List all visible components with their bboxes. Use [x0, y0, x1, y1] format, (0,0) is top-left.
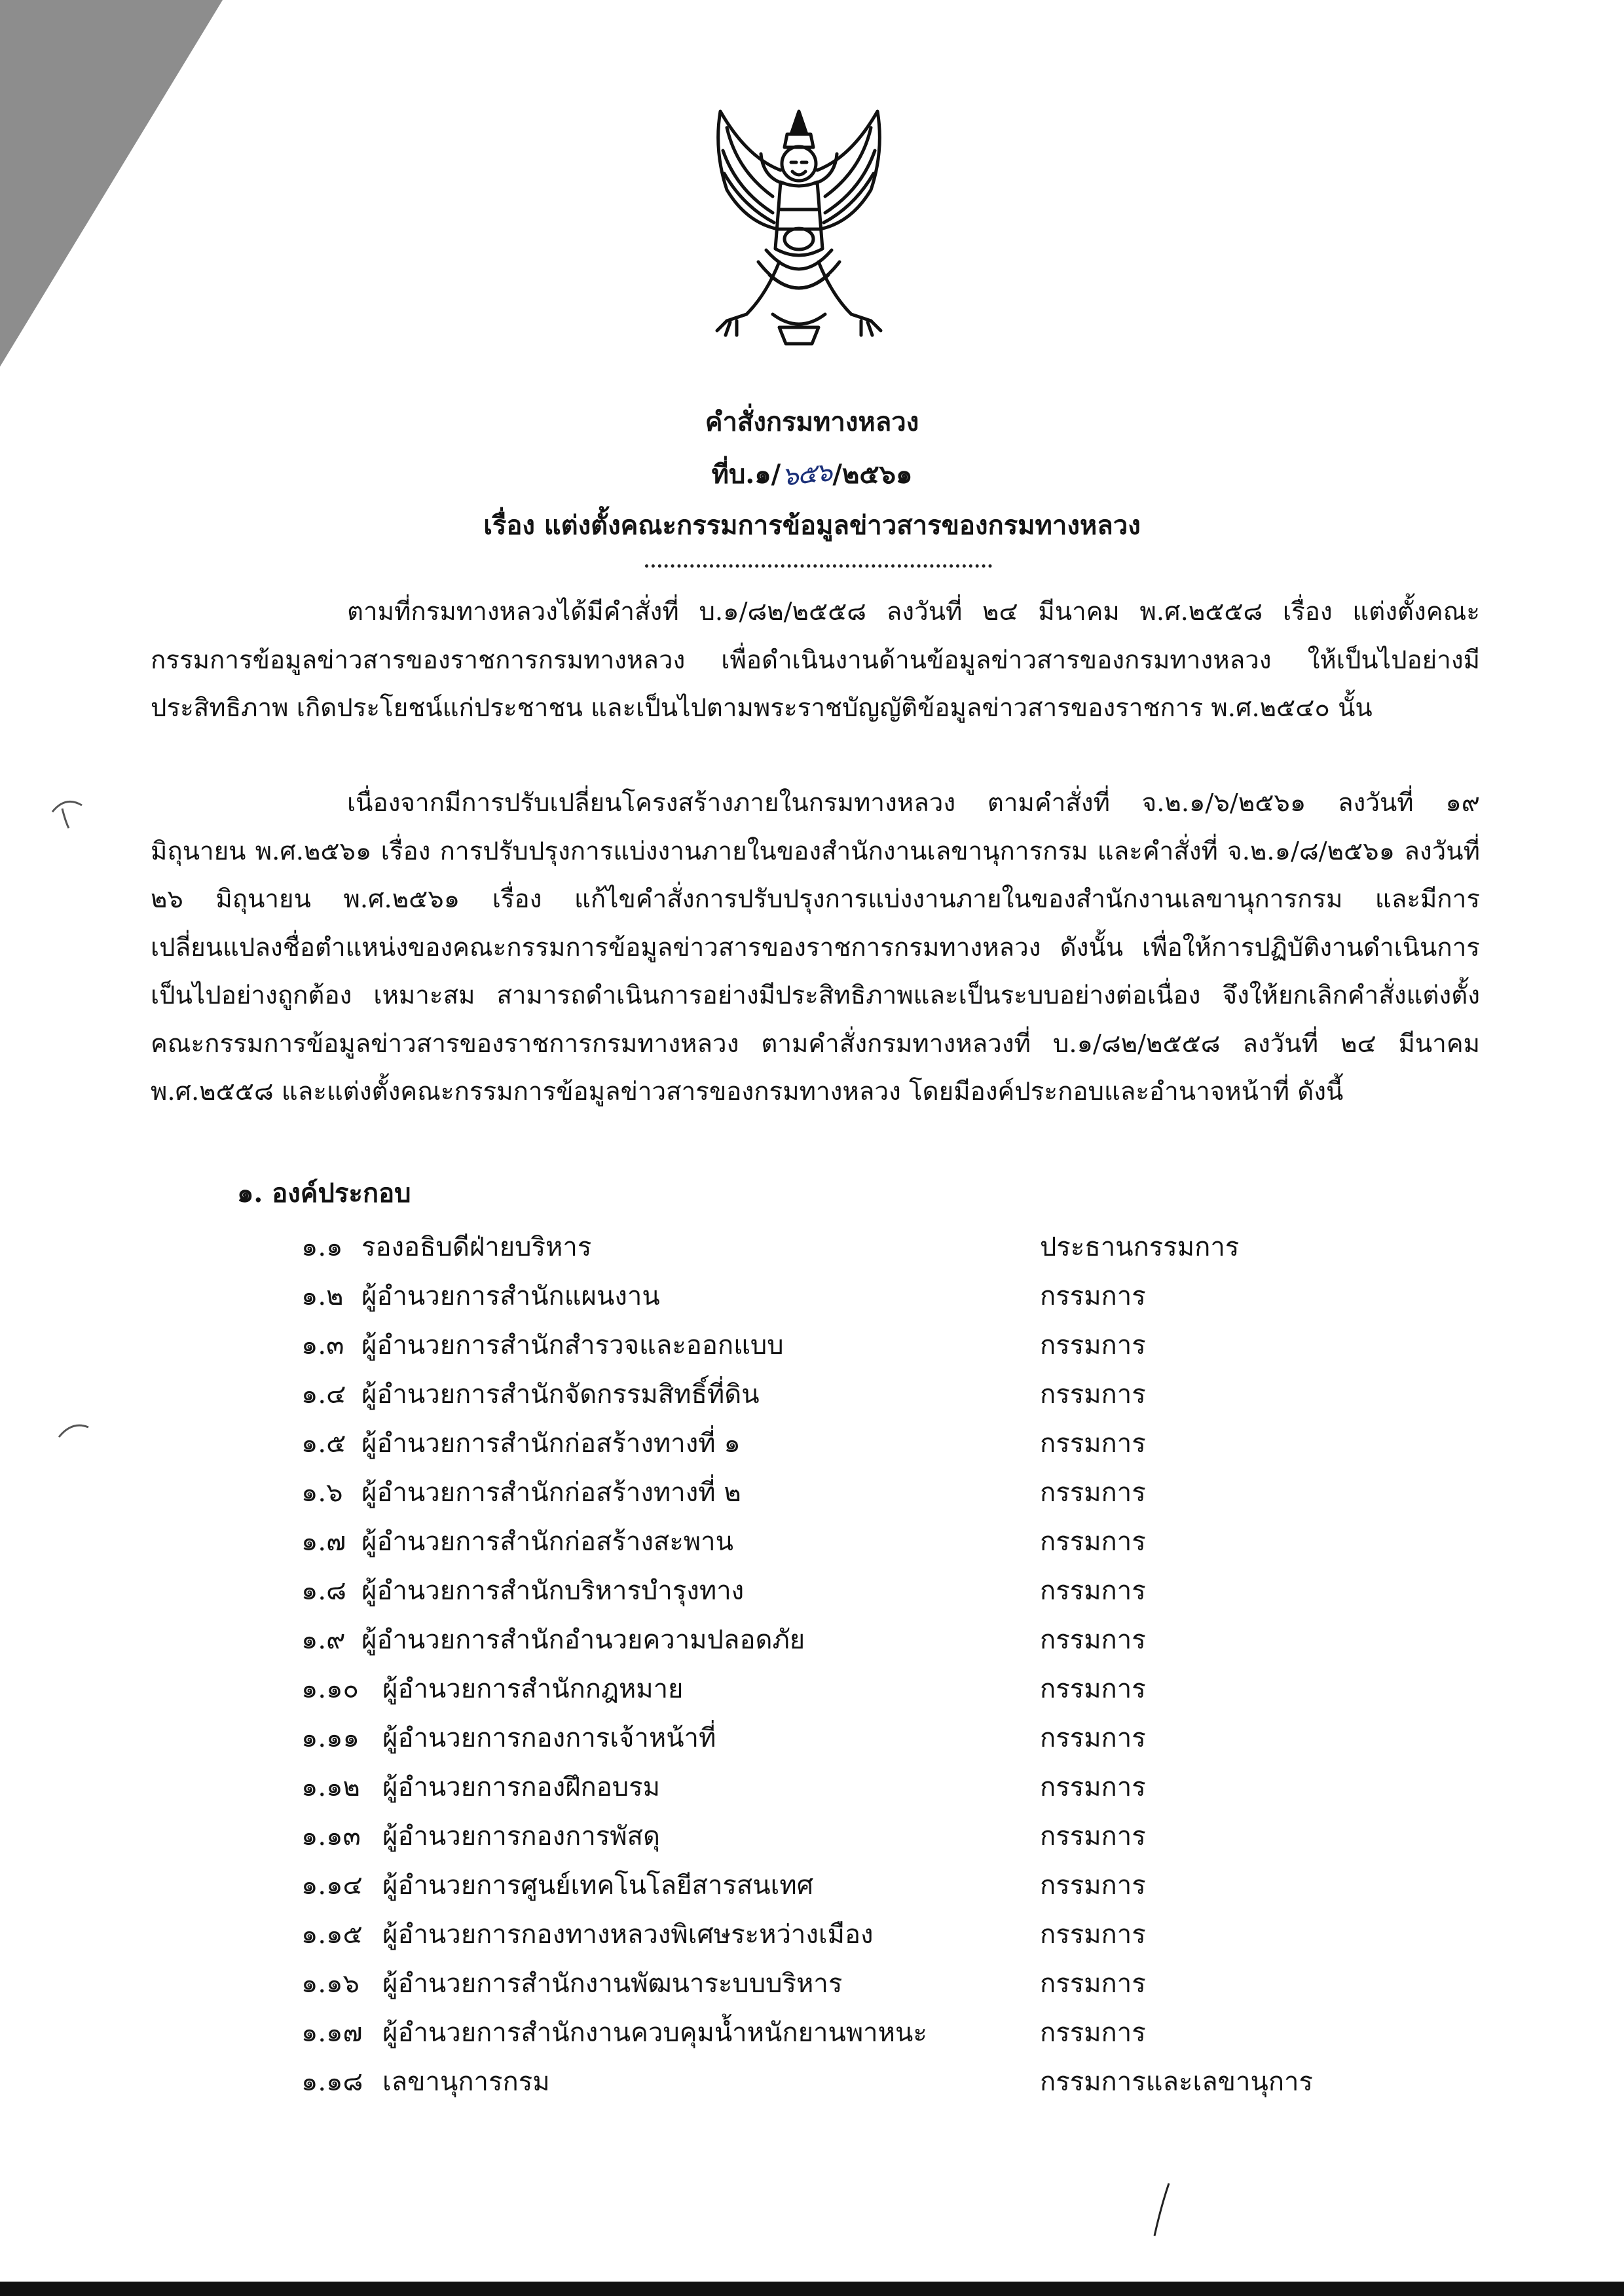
member-role: ประธานกรรมการ — [1040, 1231, 1240, 1262]
member-number: ๑.๑๑ — [301, 1722, 360, 1753]
dotted-divider — [645, 564, 992, 568]
scan-mark — [46, 792, 92, 831]
member-role: กรรมการ — [1040, 1968, 1146, 1999]
member-number: ๑.๒ — [301, 1281, 344, 1311]
member-position: เลขานุการกรม — [382, 2066, 550, 2097]
member-position: ผู้อำนวยการสำนักก่อสร้างทางที่ ๒ — [361, 1477, 741, 1508]
member-role: กรรมการ — [1040, 1772, 1146, 1802]
member-role: กรรมการ — [1040, 1624, 1146, 1655]
member-position: ผู้อำนวยการสำนักก่อสร้างสะพาน — [361, 1526, 733, 1557]
member-row — [301, 1516, 1414, 1565]
member-number: ๑.๑๕ — [301, 1919, 363, 1950]
member-row — [301, 1713, 1414, 1762]
member-row — [301, 1762, 1414, 1811]
member-role: กรรมการ — [1040, 1477, 1146, 1508]
member-role: กรรมการ — [1040, 1870, 1146, 1901]
member-position: ผู้อำนวยการสำนักอำนวยความปลอดภัย — [361, 1624, 805, 1655]
document-subject: เรื่อง แต่งตั้งคณะกรรมการข้อมูลข่าวสารของกรมทางหลวง — [483, 510, 1141, 541]
scan-bottom-edge — [0, 2282, 1624, 2296]
member-number: ๑.๑๔ — [301, 1870, 363, 1901]
member-role: กรรมการ — [1040, 1379, 1146, 1410]
member-role: กรรมการ — [1040, 1575, 1146, 1606]
body-paragraph-2 — [151, 779, 1480, 1116]
member-number: ๑.๑ — [301, 1231, 343, 1262]
member-role: กรรมการ — [1040, 1428, 1146, 1459]
member-position: ผู้อำนวยการสำนักก่อสร้างทางที่ ๑ — [361, 1428, 741, 1459]
member-row — [301, 1664, 1414, 1713]
member-role: กรรมการ — [1040, 1281, 1146, 1311]
member-role: กรรมการ — [1040, 2017, 1146, 2048]
body-paragraph-1 — [151, 588, 1480, 733]
member-number: ๑.๑๖ — [301, 1968, 360, 1999]
member-number: ๑.๑๗ — [301, 2017, 363, 2048]
member-row — [301, 1614, 1414, 1664]
order-number-handwritten: ๖๕๖ — [781, 457, 833, 492]
member-position: ผู้อำนวยการกองทางหลวงพิเศษระหว่างเมือง — [382, 1919, 874, 1950]
member-number: ๑.๑๒ — [301, 1772, 360, 1802]
paragraph-2-text: เนื่องจากมีการปรับเปลี่ยนโครงสร้างภายในกรมทางหลวง ตามคำสั่งที่ จ.๒.๑/๖/๒๕๖๑ ลงวันที่ ๑๙ มิถุนายน พ.ศ.๒๕๖๑ เรื่อง การปรับปรุงการแบ่งงานภายในของสำนักงานเลขานุการกรม และคำสั่งที่ จ.๒.๑/๘/๒๕๖๑ ลงวันที่ ๒๖ มิถุนายน พ.ศ.๒๕๖๑ เรื่อง แก้ไขคำสั่งการปรับปรุงการแบ่งงานภายในของสำนักงานเลขานุการกรม และมีการเปลี่ยนแปลงชื่อตำแหน่งของคณะกรรมการข้อมูลข่าวสารของราชการกรมทางหลวง ดังนั้น เพื่อให้การปฏิบัติงานดำเนินการเป็นไปอย่างถูกต้อง เหมาะสม สามารถดำเนินการอย่างมีประสิทธิภาพและเป็นระบบอย่างต่อเนื่อง จึงให้ยกเลิกคำสั่งแต่งตั้งคณะกรรมการข้อมูลข่าวสารของราชการกรมทางหลวง ตามคำสั่งกรมทางหลวงที่ บ.๑/๘๒/๒๕๕๘ ลงวันที่ ๒๔ มีนาคม พ.ศ.๒๕๕๘ และแต่งตั้งคณะกรรมการข้อมูลข่าวสารของกรมทางหลวง โดยมีองค์ประกอบและอำนาจหน้าที่ ดังนี้ — [151, 788, 1480, 1106]
member-position: ผู้อำนวยการกองการพัสดุ — [382, 1821, 661, 1851]
member-position: ผู้อำนวยการสำนักแผนงาน — [361, 1281, 660, 1311]
section-1-heading: ๑. องค์ประกอบ — [237, 1178, 411, 1209]
member-number: ๑.๔ — [301, 1379, 346, 1410]
member-position: รองอธิบดีฝ่ายบริหาร — [361, 1231, 592, 1262]
member-row — [301, 1565, 1414, 1614]
member-role: กรรมการและเลขานุการ — [1040, 2066, 1313, 2097]
member-row — [301, 2007, 1414, 2056]
member-row — [301, 1958, 1414, 2007]
member-number: ๑.๓ — [301, 1330, 344, 1360]
member-row — [301, 1909, 1414, 1958]
member-position: ผู้อำนวยการกองฝึกอบรม — [382, 1772, 661, 1802]
member-number: ๑.๗ — [301, 1526, 346, 1557]
member-role: กรรมการ — [1040, 1722, 1146, 1753]
member-row — [301, 1222, 1414, 1271]
member-role: กรรมการ — [1040, 1673, 1146, 1704]
order-number — [0, 453, 1624, 495]
member-number: ๑.๑๘ — [301, 2066, 363, 2097]
member-row — [301, 1860, 1414, 1909]
paragraph-1-text: ตามที่กรมทางหลวงได้มีคำสั่งที่ บ.๑/๘๒/๒๕๕๘ ลงวันที่ ๒๔ มีนาคม พ.ศ.๒๕๕๘ เรื่อง แต่งตั้งคณะกรรมการข้อมูลข่าวสารของราชการกรมทางหลวง เพื่อดำเนินงานด้านข้อมูลข่าวสารของกรมทางหลวง ให้เป็นไปอย่างมีประสิทธิภาพ เกิดประโยชน์แก่ประชาชน และเป็นไปตามพระราชบัญญัติข้อมูลข่าวสารของราชการ พ.ศ.๒๕๔๐ นั้น — [151, 597, 1480, 723]
scan-mark — [52, 1414, 98, 1447]
member-position: ผู้อำนวยการสำนักงานพัฒนาระบบบริหาร — [382, 1968, 843, 1999]
member-number: ๑.๑๐ — [301, 1673, 359, 1704]
member-role: กรรมการ — [1040, 1330, 1146, 1360]
member-position: ผู้อำนวยการศูนย์เทคโนโลยีสารสนเทศ — [382, 1870, 814, 1901]
member-position: ผู้อำนวยการสำนักจัดกรรมสิทธิ์ที่ดิน — [361, 1379, 760, 1410]
member-number: ๑.๕ — [301, 1428, 346, 1459]
order-number-prefix: ที่บ.๑/ — [711, 459, 781, 490]
document-title: คำสั่งกรมทางหลวง — [705, 407, 919, 437]
member-position: ผู้อำนวยการสำนักกฎหมาย — [382, 1673, 684, 1704]
member-row — [301, 1271, 1414, 1320]
member-row — [301, 1369, 1414, 1418]
member-role: กรรมการ — [1040, 1526, 1146, 1557]
member-position: ผู้อำนวยการสำนักงานควบคุมน้ำหนักยานพาหนะ — [382, 2017, 927, 2048]
member-position: ผู้อำนวยการสำนักบริหารบำรุงทาง — [361, 1575, 745, 1606]
garuda-emblem-icon — [701, 98, 897, 367]
signature-stroke — [1149, 2180, 1175, 2239]
member-row — [301, 1467, 1414, 1516]
member-role: กรรมการ — [1040, 1821, 1146, 1851]
member-position: ผู้อำนวยการกองการเจ้าหน้าที่ — [382, 1722, 716, 1753]
member-row — [301, 1418, 1414, 1467]
member-number: ๑.๑๓ — [301, 1821, 361, 1851]
member-role: กรรมการ — [1040, 1919, 1146, 1950]
member-row — [301, 1811, 1414, 1860]
order-number-suffix: /๒๕๖๑ — [832, 459, 913, 490]
member-row — [301, 2056, 1414, 2105]
member-position: ผู้อำนวยการสำนักสำรวจและออกแบบ — [361, 1330, 784, 1360]
scan-corner-shadow — [0, 0, 223, 367]
member-number: ๑.๖ — [301, 1477, 343, 1508]
member-number: ๑.๘ — [301, 1575, 346, 1606]
member-number: ๑.๙ — [301, 1624, 346, 1655]
member-row — [301, 1320, 1414, 1369]
member-list — [301, 1222, 1414, 2105]
